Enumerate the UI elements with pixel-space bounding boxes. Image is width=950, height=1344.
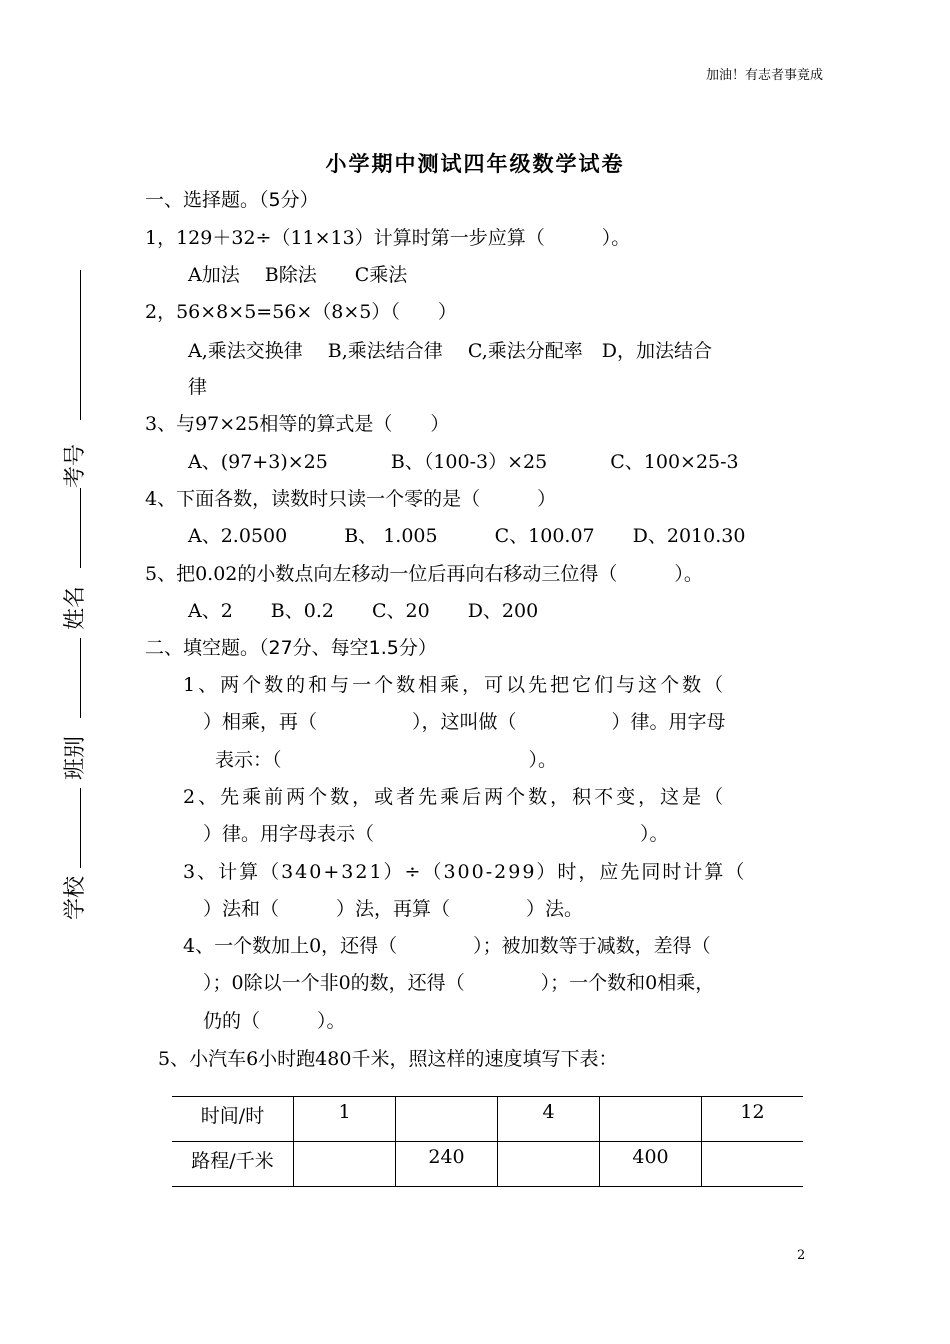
- table-cell-value: 12: [740, 1101, 765, 1123]
- underline-exam-no: [80, 270, 81, 420]
- table-cell-value: 400: [632, 1146, 669, 1168]
- fill-q1-line3: 表示：（ ）。: [215, 749, 558, 771]
- row-header-distance: 路程/千米: [191, 1150, 274, 1172]
- q2-options-line1: A,乘法交换律 B,乘法结合律 C,乘法分配率 D，加法结合: [188, 340, 712, 362]
- school-label: 学校: [63, 875, 88, 920]
- table-row-distance: [172, 1142, 803, 1187]
- q3-options: A、(97+3)×25 B、（100-3）×25 C、100×25-3: [188, 451, 739, 473]
- table-cell-value: 4: [542, 1101, 555, 1123]
- fill-q2-line1: 2、先乘前两个数，或者先乘后两个数，积不变，这是（: [183, 786, 727, 808]
- binding-strip: [56, 270, 96, 920]
- fill-q4-line2: ）；0除以一个非0的数，还得（ ）；一个数和0相乘，: [203, 972, 715, 994]
- q1-options: A加法 B除法 C乘法: [188, 264, 408, 286]
- fill-q1-line1: 1、两个数的和与一个数相乘，可以先把它们与这个数（: [183, 674, 727, 696]
- name-label: 姓名: [63, 585, 88, 630]
- page-title: 小学期中测试四年级数学试卷: [325, 151, 625, 176]
- table-cell-value: 1: [338, 1101, 351, 1123]
- table-cell: [702, 1097, 804, 1142]
- fill-q1-line2: ）相乘，再（ ），这叫做（ ）律。用字母: [203, 711, 726, 733]
- table-cell: [294, 1142, 396, 1187]
- page-number: 2: [797, 1248, 806, 1263]
- exam-no-label: 考号: [63, 443, 88, 488]
- q5-stem: 5、把0.02的小数点向左移动一位后再向右移动三位得（ ）。: [145, 563, 703, 585]
- fill-q4-line1: 4、一个数加上0，还得（ ）；被加数等于减数，差得（: [183, 935, 711, 957]
- fill-q4-line3: 仍的（ ）。: [203, 1010, 346, 1032]
- table-row-time: [172, 1097, 803, 1142]
- fill-q3-line2: ）法和（ ）法，再算（ ）法。: [203, 898, 584, 920]
- underline-class: [80, 638, 81, 718]
- header-motto: 加油！有志者事竟成: [706, 68, 824, 83]
- q2-stem: 2，56×8×5=56×（8×5）（ ）: [145, 301, 457, 323]
- section1-heading: 一、选择题。（5分）: [145, 189, 319, 211]
- q5-options: A、2 B、0.2 C、20 D、200: [188, 600, 539, 622]
- q4-stem: 4、下面各数，读数时只读一个零的是（ ）: [145, 488, 557, 510]
- section2-heading: 二、填空题。（27分、每空1.5分）: [145, 637, 437, 659]
- table-cell: [498, 1142, 600, 1187]
- q2-options-line2: 律: [188, 376, 208, 398]
- table-cell: [600, 1097, 702, 1142]
- table-cell: [498, 1097, 600, 1142]
- class-label: 班别: [63, 735, 88, 780]
- table-cell: [702, 1142, 804, 1187]
- q3-stem: 3、与97×25相等的算式是（ ）: [145, 413, 450, 435]
- table-cell: [294, 1097, 396, 1142]
- q1-stem: 1，129＋32÷（11×13）计算时第一步应算（ ）。: [145, 227, 631, 249]
- row-header-time: 时间/时: [200, 1105, 265, 1127]
- fill-q5-stem: 5、小汽车6小时跑480千米，照这样的速度填写下表：: [158, 1048, 618, 1070]
- underline-name: [80, 488, 81, 568]
- table-cell: [172, 1142, 294, 1187]
- underline-school: [80, 788, 81, 868]
- table-cell: [396, 1142, 498, 1187]
- q4-options: A、2.0500 B、 1.005 C、100.07 D、2010.30: [188, 525, 746, 547]
- fill-q3-line1: 3、计算（340+321）÷（300-299）时，应先同时计算（: [183, 861, 747, 883]
- table-cell: [172, 1097, 294, 1142]
- speed-table: [172, 1096, 803, 1187]
- fill-q2-line2: ）律。用字母表示（ ）。: [203, 823, 669, 845]
- table-cell: [600, 1142, 702, 1187]
- table-cell-value: 240: [428, 1146, 465, 1168]
- table-cell: [396, 1097, 498, 1142]
